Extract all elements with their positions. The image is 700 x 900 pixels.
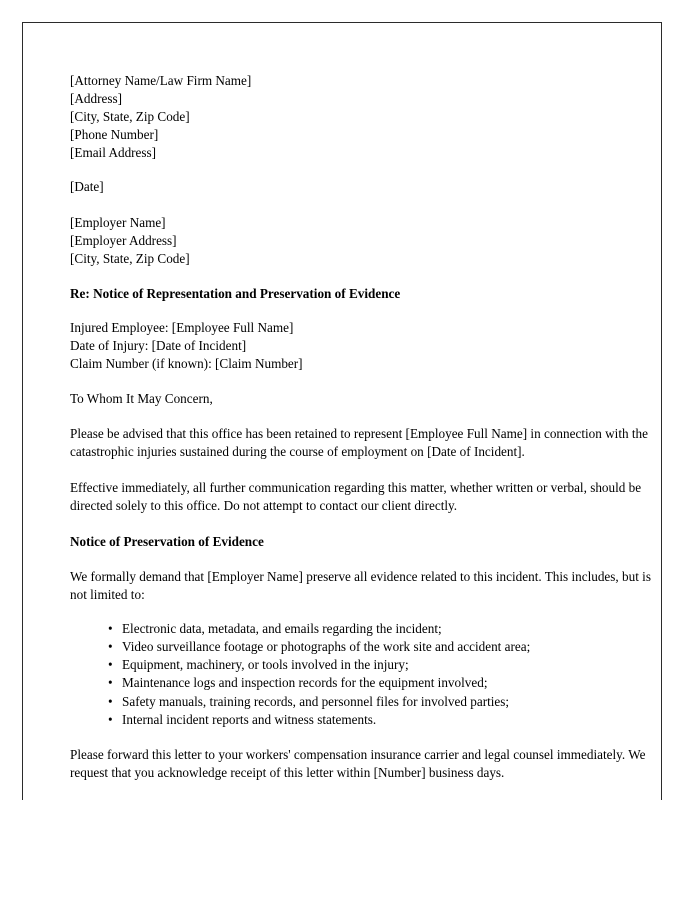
letter-date: [Date] xyxy=(70,179,104,194)
sender-line-phone: [Phone Number] xyxy=(70,127,159,142)
subject-line: Re: Notice of Representation and Preservation of Evidence xyxy=(70,286,401,301)
reference-claim-number: Claim Number (if known): [Claim Number] xyxy=(70,356,303,371)
sender-line-address: [Address] xyxy=(70,91,123,106)
sender-address-block xyxy=(70,72,660,162)
paragraph-communication: Effective immediately, all further communication regarding this matter, whether written or verbal, should be directed solely to this office. Do not attempt to contact our client directly. xyxy=(70,479,642,513)
list-item: • Maintenance logs and inspection records for the equipment involved; xyxy=(108,674,660,692)
salutation: To Whom It May Concern, xyxy=(70,391,213,406)
list-item: • Internal incident reports and witness statements. xyxy=(108,711,660,729)
sender-line-email: [Email Address] xyxy=(70,145,157,160)
spacer-after-sender xyxy=(70,162,660,178)
list-item: • Video surveillance footage or photographs of the work site and accident area; xyxy=(108,638,660,656)
reference-date-of-injury: Date of Injury: [Date of Incident] xyxy=(70,338,247,353)
list-item: • Electronic data, metadata, and emails regarding the incident; xyxy=(108,620,660,638)
evidence-preservation-list xyxy=(70,620,660,729)
preservation-heading: Notice of Preservation of Evidence xyxy=(70,534,264,550)
letter-body xyxy=(70,72,660,783)
reference-injured-employee: Injured Employee: [Employee Full Name] xyxy=(70,320,294,335)
spacer-after-date xyxy=(70,196,660,214)
list-item: • Equipment, machinery, or tools involved in the injury; xyxy=(108,656,660,674)
recipient-address-block xyxy=(70,214,660,268)
sender-line-city-state-zip: [City, State, Zip Code] xyxy=(70,109,190,124)
list-item: • Safety manuals, training records, and personnel files for involved parties; xyxy=(108,693,660,711)
recipient-line-name: [Employer Name] xyxy=(70,215,166,230)
paragraph-representation: Please be advised that this office has been retained to represent [Employee Full Name] in connection with the catastrophic injuries sustained during the course of employment on [Date of Incident]. xyxy=(70,426,648,460)
paragraph-closing: Please forward this letter to your workers' compensation insurance carrier and legal counsel immediately. We request that you acknowledge receipt of this letter within [Number] business days. xyxy=(70,747,646,781)
sender-line-firm: [Attorney Name/Law Firm Name] xyxy=(70,73,252,88)
paragraph-demand: We formally demand that [Employer Name] preserve all evidence related to this incident. This includes, but is not limited to: xyxy=(70,569,651,603)
document-page-frame xyxy=(22,22,662,800)
recipient-line-address: [Employer Address] xyxy=(70,233,177,248)
recipient-line-city-state-zip: [City, State, Zip Code] xyxy=(70,251,190,266)
case-reference-block xyxy=(70,319,660,373)
